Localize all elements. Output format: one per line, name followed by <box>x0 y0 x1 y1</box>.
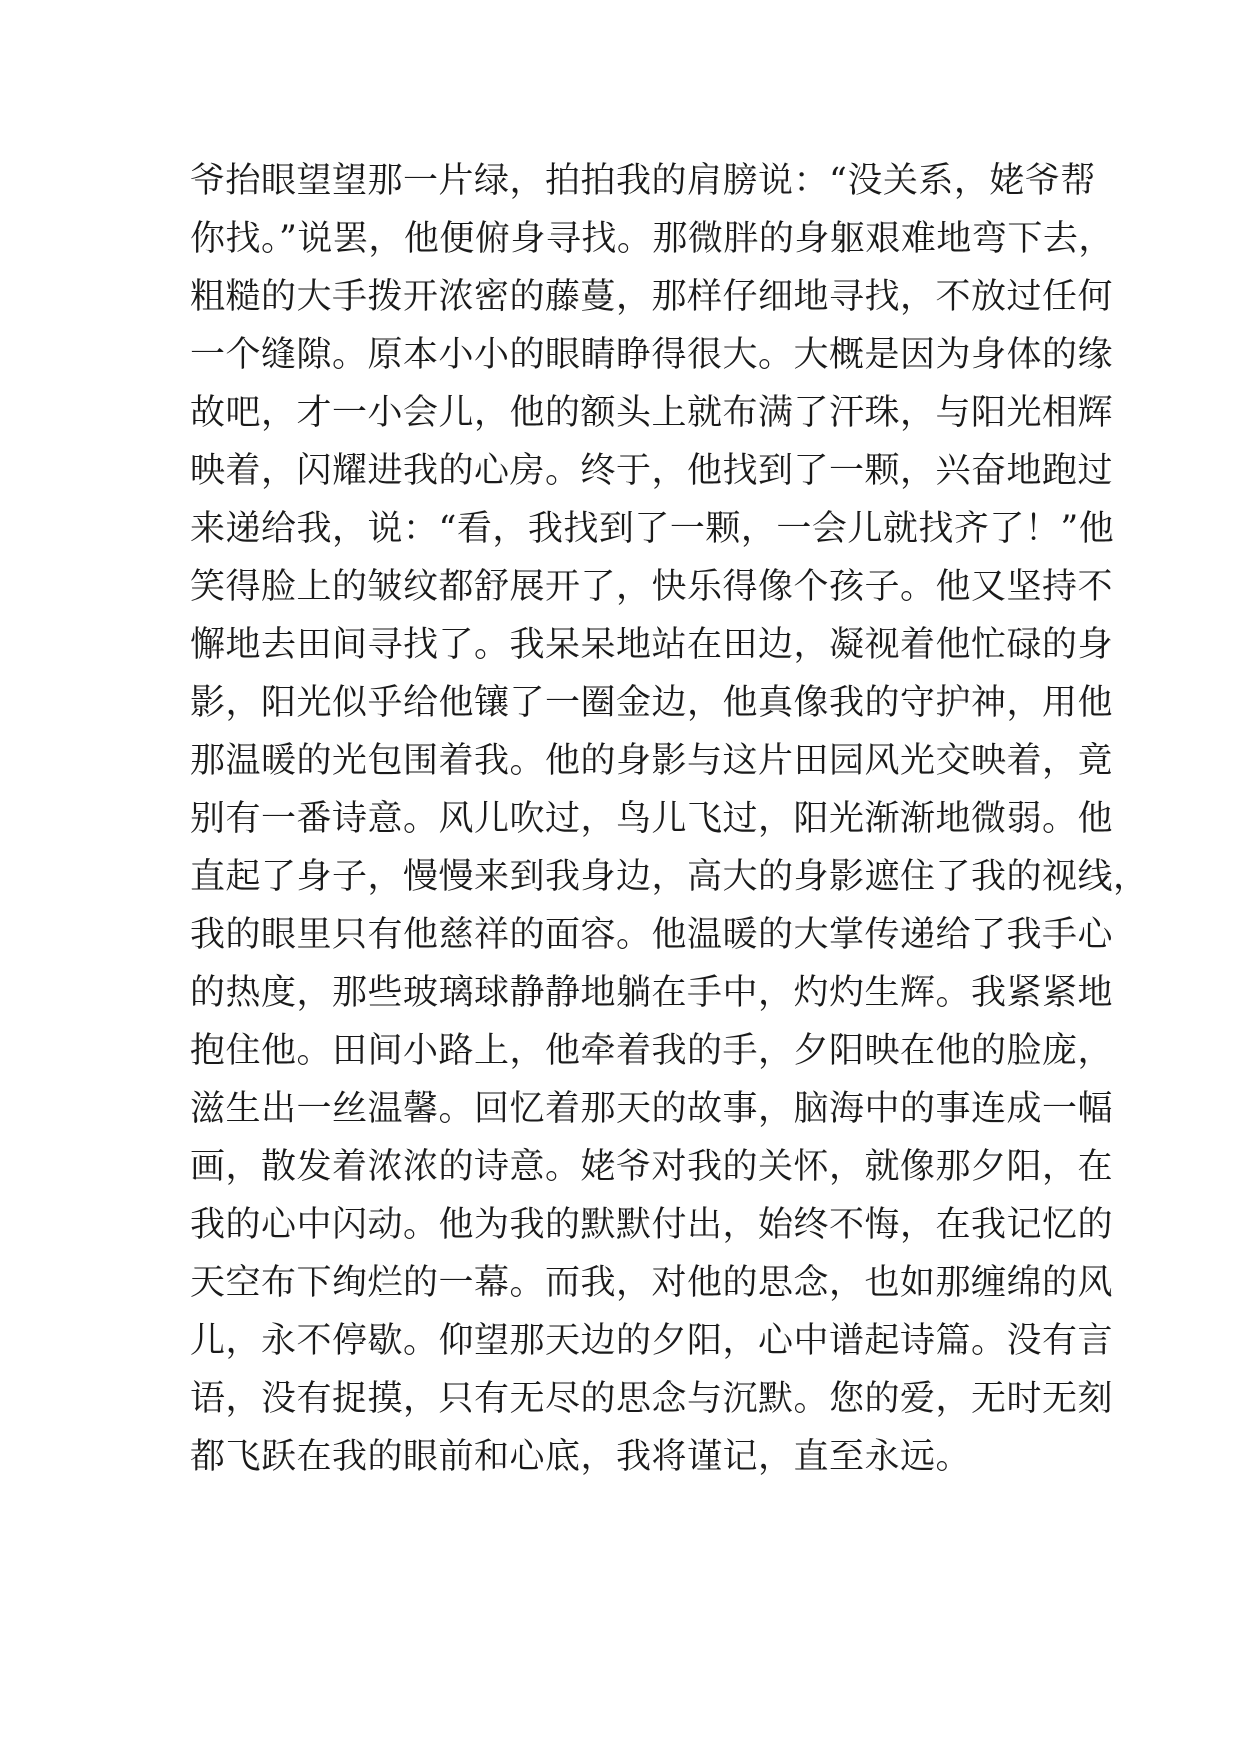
text-line: 别有一番诗意。风儿吹过，鸟儿飞过，阳光渐渐地微弱。他 <box>190 799 1114 839</box>
text-line: 直起了身子，慢慢来到我身边，高大的身影遮住了我的视线， <box>190 857 1149 897</box>
text-line: 懈地去田间寻找了。我呆呆地站在田边，凝视着他忙碌的身 <box>190 625 1114 665</box>
text-line: 语，没有捉摸，只有无尽的思念与沉默。您的爱，无时无刻 <box>190 1379 1114 1419</box>
text-line: 我的眼里只有他慈祥的面容。他温暖的大掌传递给了我手心 <box>190 915 1114 955</box>
text-line: 的热度，那些玻璃球静静地躺在手中，灼灼生辉。我紧紧地 <box>190 973 1114 1013</box>
text-line: 影，阳光似乎给他镶了一圈金边，他真像我的守护神，用他 <box>190 683 1114 723</box>
text-line: 都飞跃在我的眼前和心底，我将谨记，直至永远。 <box>190 1437 972 1477</box>
text-line: 你找。”说罢，他便俯身寻找。那微胖的身躯艰难地弯下去， <box>190 219 1114 259</box>
body-text <box>190 152 1149 1486</box>
text-line: 天空布下绚烂的一幕。而我，对他的思念，也如那缠绵的风 <box>190 1263 1114 1303</box>
text-line: 爷抬眼望望那一片绿，拍拍我的肩膀说：“没关系，姥爷帮 <box>190 161 1096 201</box>
text-line: 故吧，才一小会儿，他的额头上就布满了汗珠，与阳光相辉 <box>190 393 1114 433</box>
text-line: 那温暖的光包围着我。他的身影与这片田园风光交映着，竟 <box>190 741 1114 781</box>
text-line: 来递给我，说：“看，我找到了一颗，一会儿就找齐了！”他 <box>190 509 1115 549</box>
text-line: 滋生出一丝温馨。回忆着那天的故事，脑海中的事连成一幅 <box>190 1089 1114 1129</box>
text-line: 儿，永不停歇。仰望那天边的夕阳，心中谱起诗篇。没有言 <box>190 1321 1114 1361</box>
text-line: 抱住他。田间小路上，他牵着我的手，夕阳映在他的脸庞， <box>190 1031 1114 1071</box>
text-line: 我的心中闪动。他为我的默默付出，始终不悔，在我记忆的 <box>190 1205 1114 1245</box>
text-line: 粗糙的大手拨开浓密的藤蔓，那样仔细地寻找，不放过任何 <box>190 277 1114 317</box>
text-line: 画，散发着浓浓的诗意。姥爷对我的关怀，就像那夕阳，在 <box>190 1147 1114 1187</box>
text-line: 映着，闪耀进我的心房。终于，他找到了一颗，兴奋地跑过 <box>190 451 1114 491</box>
text-line: 一个缝隙。原本小小的眼睛睁得很大。大概是因为身体的缘 <box>190 335 1114 375</box>
text-line: 笑得脸上的皱纹都舒展开了，快乐得像个孩子。他又坚持不 <box>190 567 1114 607</box>
